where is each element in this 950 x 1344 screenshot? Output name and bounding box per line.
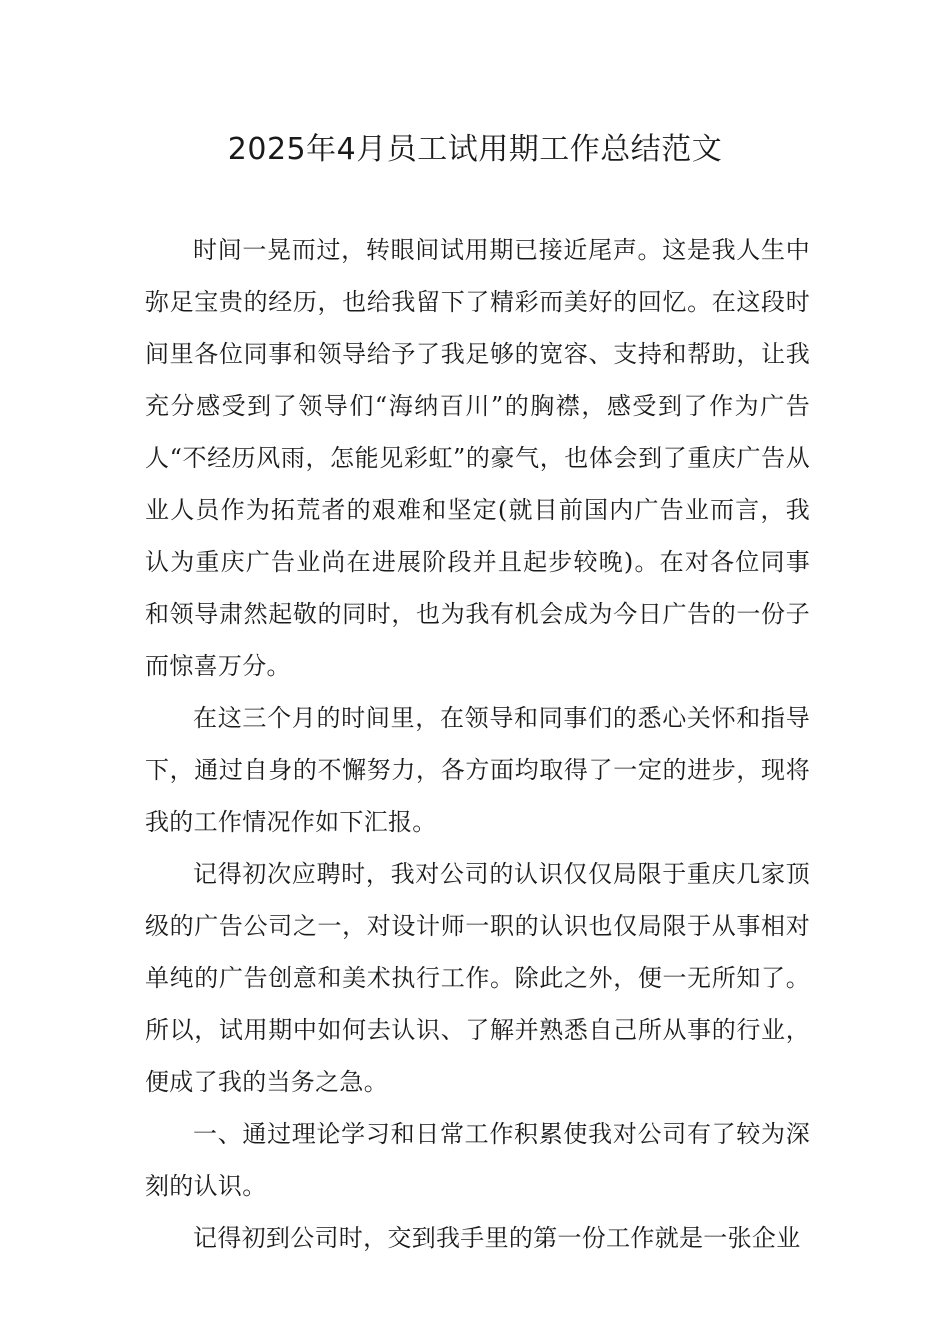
document-title: 2025年4月员工试用期工作总结范文 xyxy=(227,132,723,167)
paragraph: 一、通过理论学习和日常工作积累使我对公司有了较为深刻的认识。 xyxy=(145,1120,810,1200)
paragraph: 记得初次应聘时，我对公司的认识仅仅局限于重庆几家顶级的广告公司之一，对设计师一职的认识也仅局限于从事相对单纯的广告创意和美术执行工作。除此之外，便一无所知了。所以，试用期中如何去认识、了解并熟悉自己所从事的行业，便成了我的当务之急。 xyxy=(145,860,810,1096)
paragraph: 时间一晃而过，转眼间试用期已接近尾声。这是我人生中弥足宝贵的经历，也给我留下了精彩而美好的回忆。在这段时间里各位同事和领导给予了我足够的宽容、支持和帮助，让我充分感受到了领导们“海纳百川”的胸襟，感受到了作为广告人“不经历风雨，怎能见彩虹”的豪气，也体会到了重庆广告从业人员作为拓荒者的艰难和坚定(就目前国内广告业而言，我认为重庆广告业尚在进展阶段并且起步较晚)。在对各位同事和领导肃然起敬的同时，也为我有机会成为今日广告的一份子而惊喜万分。 xyxy=(145,236,810,680)
document-body xyxy=(145,224,810,1264)
paragraph: 记得初到公司时，交到我手里的第一份工作就是一张企业 xyxy=(193,1224,801,1252)
paragraph: 在这三个月的时间里，在领导和同事们的悉心关怀和指导下，通过自身的不懈努力，各方面均取得了一定的进步，现将我的工作情况作如下汇报。 xyxy=(145,704,810,836)
